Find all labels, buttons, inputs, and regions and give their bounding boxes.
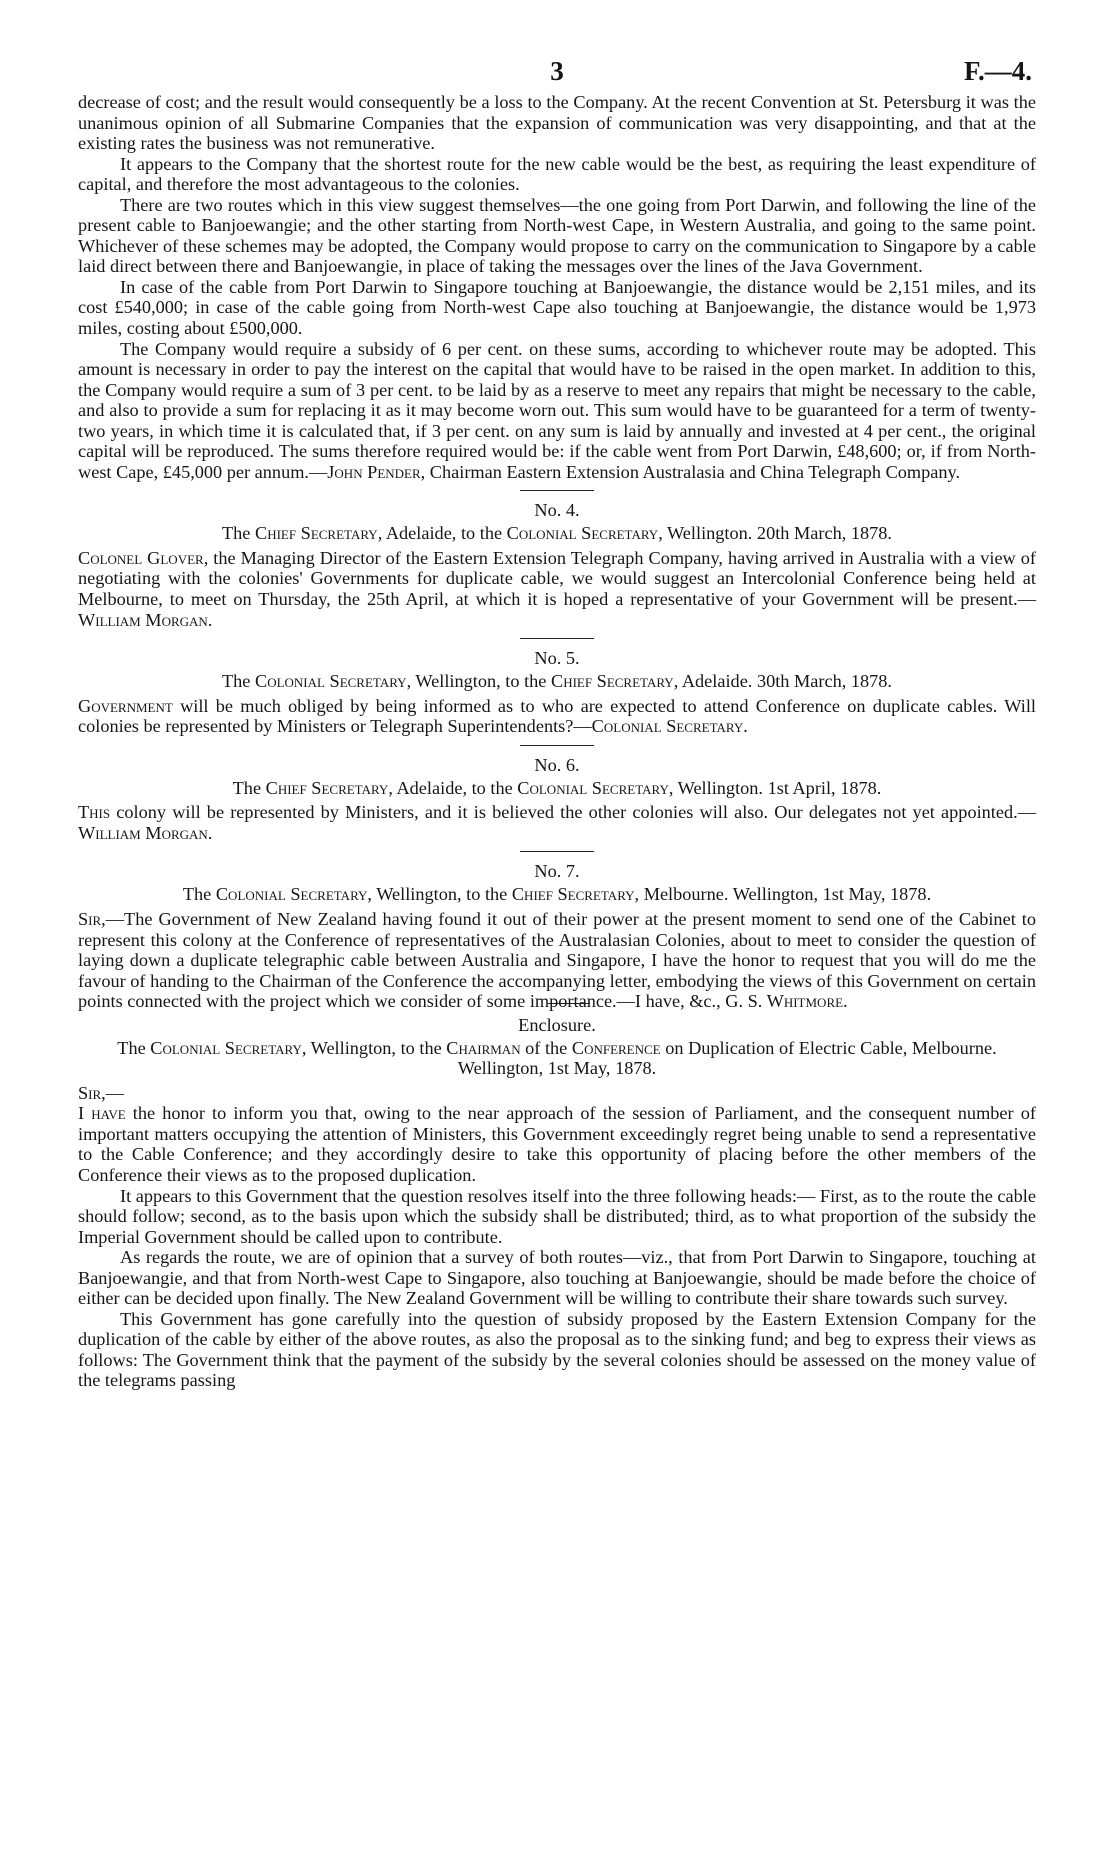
document-page (78, 56, 1036, 1391)
no4-r3: , Wellington. 20th March, 1878. (658, 523, 892, 544)
no5-text: will be much obliged by being informed as to who are expected to attend Conference on duplicate cables. Will colonies be represented by Ministers or Telegraph Superintendents?— (78, 695, 1036, 737)
no4-signature: William Morgan. (78, 609, 213, 630)
no6-signature: William Morgan. (78, 822, 213, 843)
enc-p1-text: the honor to inform you that, owing to the near approach of the session of Parliament, and the consequent number of important matters occupying the attention of Ministers, this Government exceedingly regret being unable to send a representative to the Cable Conference; and they accordingly desire to take this opportunity of placing before the other members of the Conference their views as to the proposed duplication. (78, 1103, 1036, 1185)
enclosure-paragraph-1 (78, 1103, 1036, 1185)
enclosure-paragraph-2: It appears to this Government that the question resolves itself into the three following heads:— First, as to the route the cable should follow; second, as to the basis upon which the subsidy shall be distributed; third, as to what proportion of the subsidy the Imperial Government should be called upon to contribute. (78, 1185, 1036, 1247)
no5-lead: Government (78, 695, 173, 716)
enclosure-paragraph-4: This Government has gone carefully into the question of subsidy proposed by the Eastern Extension Company for the duplication of the cable by either of the above routes, as also the proposal as to the sinking fund; and beg to express their views as follows: The Government think that the payment of the subsidy by the several colonies should be assessed on the money value of the telegrams passing (78, 1308, 1036, 1391)
no5-signature: Colonial Secretary. (591, 716, 748, 737)
no5-r1: The (222, 671, 255, 692)
intro-p5-text: The Company would require a subsidy of 6 per cent. on these sums, according to whichever route may be adopted. This amount is necessary in order to pay the interest on the capital that would have to be raised in the open market. In addition to this, the Company would require a sum of 3 per cent. to be laid by as a reserve to meet any repairs that might be necessary to the cable, and also to provide a sum for replacing it as it may become worn out. This sum would have to be guaranteed for a term of twenty-two years, in which time it is calculated that, if 3 per cent. on any sum is laid by annually and invested at 4 per cent., the original capital will be reproduced. The sums therefore required would be: if the cable went from Port Darwin, £48,600; or, if from North-west Cape, £45,000 per annum.— (78, 338, 1036, 482)
no6-r2: , Adelaide, to the (388, 777, 518, 798)
no7-r3: , Melbourne. Wellington, 1st May, 1878. (634, 884, 932, 905)
enclosure-heading: Enclosure. (518, 1014, 596, 1035)
no6-to: Colonial Secretary (517, 777, 669, 798)
enclosure-routing (78, 1038, 1036, 1079)
no6-text: colony will be represented by Ministers, and it is believed the other colonies will also. Our delegates not yet appointed.— (110, 802, 1036, 823)
no6-heading: No. 6. (534, 754, 580, 775)
no4-from: Chief Secretary (255, 523, 378, 544)
no7-routing (78, 884, 1036, 905)
paper-reference: F.—4. (963, 56, 1032, 86)
page-header (78, 56, 1036, 92)
no4-to: Colonial Secretary (506, 523, 659, 544)
section-divider (520, 851, 594, 852)
no5-r2: , Wellington, to the (406, 671, 551, 692)
no7-to: Chief Secretary (511, 884, 635, 905)
no6-from: Chief Secretary (265, 777, 389, 798)
enclosure-paragraph-3: As regards the route, we are of opinion that a survey of both routes—viz., that from Port Darwin to Singapore, touching at Banjoewangie, and that from North-west Cape to Singapore, also touching at Banjoewangie, should be made before the choice of either can be decided upon finally. The New Zealand Government will be willing to contribute their share towards such survey. (78, 1247, 1036, 1309)
no5-to: Chief Secretary (551, 671, 674, 692)
no7-r1: The (182, 884, 216, 905)
enc-from: Colonial Secretary (150, 1037, 302, 1058)
enc-r3: of the (520, 1037, 572, 1058)
enc-r2: , Wellington, to the (301, 1037, 447, 1058)
no7-body (78, 909, 1036, 1012)
enc-r4: on Duplication of Electric Cable, Melbourne. Wellington, 1st May, 1878. (457, 1037, 997, 1079)
no6-routing (78, 778, 1036, 799)
intro-p5-tail: , Chairman Eastern Extension Australasia and China Telegraph Company. (420, 461, 961, 482)
no5-r3: , Adelaide. 30th March, 1878. (673, 671, 892, 692)
intro-paragraph-5 (78, 339, 1036, 483)
no7-r2: , Wellington, to the (367, 884, 512, 905)
no6-r1: The (232, 777, 266, 798)
no4-routing (78, 523, 1036, 544)
no5-routing (78, 671, 1036, 692)
no6-r3: , Wellington. 1st April, 1878. (668, 777, 882, 798)
signature-john-pender: John Pender (327, 461, 421, 482)
no7-heading: No. 7. (534, 861, 580, 882)
intro-paragraph-4: In case of the cable from Port Darwin to Singapore touching at Banjoewangie, the distance would be 2,151 miles, and its cost £540,000; in case of the cable going from North-west Cape also touching at Banjoewangie, the distance would be 1,973 miles, costing about £500,000. (78, 276, 1036, 339)
section-divider (520, 490, 594, 491)
enclosure-salutation: Sir,— (78, 1082, 125, 1103)
no4-r2: , Adelaide, to the (377, 523, 507, 544)
intro-paragraph-1: decrease of cost; and the result would consequently be a loss to the Company. At the recent Convention at St. Petersburg it was the unanimous opinion of all Submarine Companies that the expansion of communication was very disappointing, and that at the existing rates the business was not remunerative. (78, 92, 1036, 154)
no5-from: Colonial Secretary (255, 671, 407, 692)
no7-signature: G. S. Whitmore. (725, 991, 848, 1012)
no6-body (78, 802, 1036, 843)
page-number: 3 (550, 56, 564, 86)
enc-conference: Conference (571, 1037, 661, 1058)
no4-r1: The (222, 523, 255, 544)
no4-heading: No. 4. (534, 500, 580, 521)
no4-lead: Colonel Glover (78, 547, 204, 568)
section-divider (520, 638, 594, 639)
no7-from: Colonial Secretary (215, 884, 368, 905)
enc-r1: The (117, 1037, 151, 1058)
enc-p1-lead: I have (78, 1103, 126, 1124)
section-divider (520, 745, 594, 746)
no6-lead: This (78, 802, 111, 823)
no7-lead: Sir (78, 908, 102, 929)
intro-paragraph-3: There are two routes which in this view suggest themselves—the one going from Port Darwin, and following the line of the present cable to Banjoewangie; and the other starting from North-west Cape, in Western Australia, and going to the same point. Whichever of these schemes may be adopted, the Company would propose to carry on the communication to Singapore by a cable laid direct between there and Banjoewangie, in place of taking the messages over the lines of the Java Government. (78, 194, 1036, 277)
enc-to: Chairman (446, 1037, 521, 1058)
no4-body (78, 548, 1036, 630)
intro-paragraph-2: It appears to the Company that the shortest route for the new cable would be the best, as requiring the least expenditure of capital, and therefore the most advantageous to the colonies. (78, 153, 1036, 195)
no7-text: ,—The Government of New Zealand having found it out of their power at the present moment to send one of the Cabinet to represent this colony at the Conference of representatives of the Australasian Colonies, about to meet to consider the question of laying down a duplicate telegraphic cable between Australia and Singapore, I have the honor to request that you will do me the favour of handing to the Chairman of the Conference the accompanying letter, embodying the views of this Government on certain points connected with the project which we consider of some importance.—I have, &c., (78, 908, 1036, 1012)
no4-text: , the Managing Director of the Eastern Extension Telegraph Company, having arrived in Australia with a view of negotiating with the colonies' Governments for duplicate cable, we would suggest an Intercolonial Conference being held at Melbourne, to meet on Thursday, the 25th April, at which it is hoped a representative of your Government will be present.— (78, 547, 1036, 610)
no5-body (78, 696, 1036, 737)
no5-heading: No. 5. (534, 648, 580, 669)
